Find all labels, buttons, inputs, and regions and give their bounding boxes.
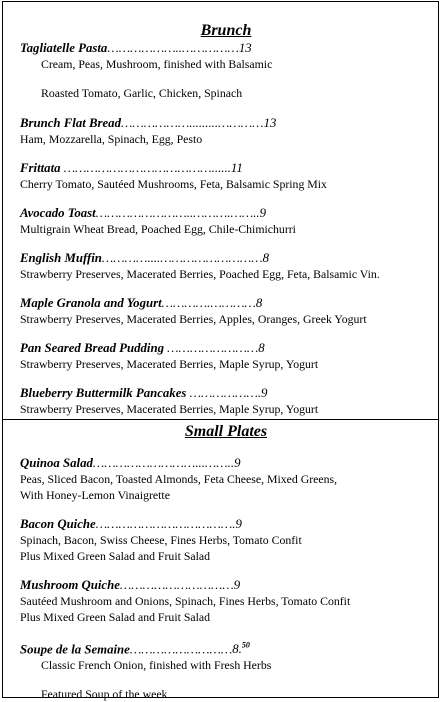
item-name: Blueberry Buttermilk Pancakes [20, 386, 187, 400]
menu-item-tagliatelle [20, 40, 432, 101]
item-dots: ………………………… [119, 578, 234, 592]
item-description: Strawberry Preserves, Macerated Berries, Apples, Oranges, Greek Yogurt [20, 312, 367, 326]
item-description: Featured Soup of the week [41, 687, 168, 702]
item-price: 9 [261, 386, 268, 400]
item-dots: ………………………...…….. [92, 456, 235, 470]
item-name: Mushroom Quiche [20, 578, 120, 592]
item-dots: ………………………………. [95, 517, 236, 531]
item-description: Multigrain Wheat Bread, Poached Egg, Chile-Chimichurri [20, 222, 296, 236]
item-name: Tagliatelle Pasta [20, 41, 108, 55]
item-name: English Muffin [20, 251, 102, 265]
menu-item-flat-bread [20, 115, 432, 147]
menu-item-pancakes [20, 385, 432, 417]
item-price: 8 [255, 296, 263, 310]
item-description: Strawberry Preserves, Macerated Berries, Maple Syrup, Yogurt [20, 402, 319, 416]
item-description: Roasted Tomato, Garlic, Chicken, Spinach [41, 86, 243, 100]
menu-item-bacon-quiche [20, 516, 432, 564]
menu-page [2, 1, 439, 702]
item-name: Quinoa Salad [20, 456, 93, 470]
item-dots: …………....……………………… [101, 251, 263, 265]
item-name: Maple Granola and Yogurt [20, 296, 162, 310]
item-description: Plus Mixed Green Salad and Fruit Salad [20, 610, 211, 624]
item-dots: ………….………… [161, 296, 256, 310]
section-divider [3, 419, 438, 420]
item-dots: ……………………… [129, 642, 233, 657]
item-name: Brunch Flat Bread [20, 116, 121, 130]
item-description: Strawberry Preserves, Macerated Berries, Poached Egg, Feta, Balsamic Vin. [20, 267, 380, 281]
item-price-main: 8. [232, 642, 242, 657]
item-name: Soupe de la Semaine [20, 642, 130, 657]
item-description: Cherry Tomato, Sautéed Mushrooms, Feta, Balsamic Spring Mix [20, 177, 327, 191]
menu-item-soupe [20, 638, 432, 702]
item-description: Peas, Sliced Bacon, Toasted Almonds, Feta Cheese, Mixed Greens, [20, 472, 338, 486]
item-description: Spinach, Bacon, Swiss Cheese, Fines Herbs, Tomato Confit [20, 533, 302, 547]
item-price: 13 [263, 116, 277, 130]
item-dots: ……………….........………… [120, 116, 264, 130]
menu-item-maple-granola [20, 295, 432, 327]
menu-item-frittata [20, 160, 432, 192]
item-price: 9 [234, 456, 241, 470]
item-description: Classic French Onion, finished with Fresh Herbs [41, 658, 272, 673]
item-description: Sautéed Mushroom and Onions, Spinach, Fines Herbs, Tomato Confit [20, 594, 351, 608]
item-price: 9 [259, 206, 267, 220]
item-price [232, 642, 250, 656]
item-dots: ………………..…………… [107, 41, 239, 55]
menu-item-english-muffin [20, 250, 432, 282]
item-price: 8 [262, 251, 270, 265]
item-price: 13 [238, 41, 252, 55]
menu-item-avocado-toast [20, 205, 432, 237]
item-description: Strawberry Preserves, Macerated Berries, Maple Syrup, Yogurt [20, 357, 319, 371]
item-price: 9 [233, 578, 241, 592]
item-description: Ham, Mozzarella, Spinach, Egg, Pesto [20, 132, 203, 146]
item-price: 11 [230, 161, 243, 175]
item-description: Cream, Peas, Mushroom, finished with Balsamic [41, 57, 273, 71]
item-dots: ………………. [186, 386, 262, 400]
item-name: Avocado Toast [20, 206, 96, 220]
item-price-cents: 50 [241, 641, 250, 650]
brunch-section [3, 21, 438, 417]
item-dots: …………………………………...... [60, 161, 231, 175]
menu-item-mushroom-quiche [20, 577, 432, 625]
small-plates-section [3, 422, 438, 702]
item-dots: ……………………..……….…….. [95, 206, 260, 220]
item-description: Plus Mixed Green Salad and Fruit Salad [20, 549, 211, 563]
item-price: 8 [258, 341, 265, 355]
item-dots: …………………… [163, 341, 259, 355]
item-description: With Honey-Lemon Vinaigrette [20, 488, 170, 502]
item-name: Frittata [20, 161, 61, 175]
menu-item-quinoa-salad [20, 455, 432, 503]
small-plates-heading: Small Plates [184, 423, 268, 440]
menu-item-bread-pudding [20, 340, 432, 372]
item-name: Pan Seared Bread Pudding [20, 341, 164, 355]
item-price: 9 [235, 517, 242, 531]
brunch-heading: Brunch [200, 22, 252, 39]
item-name: Bacon Quiche [20, 517, 96, 531]
